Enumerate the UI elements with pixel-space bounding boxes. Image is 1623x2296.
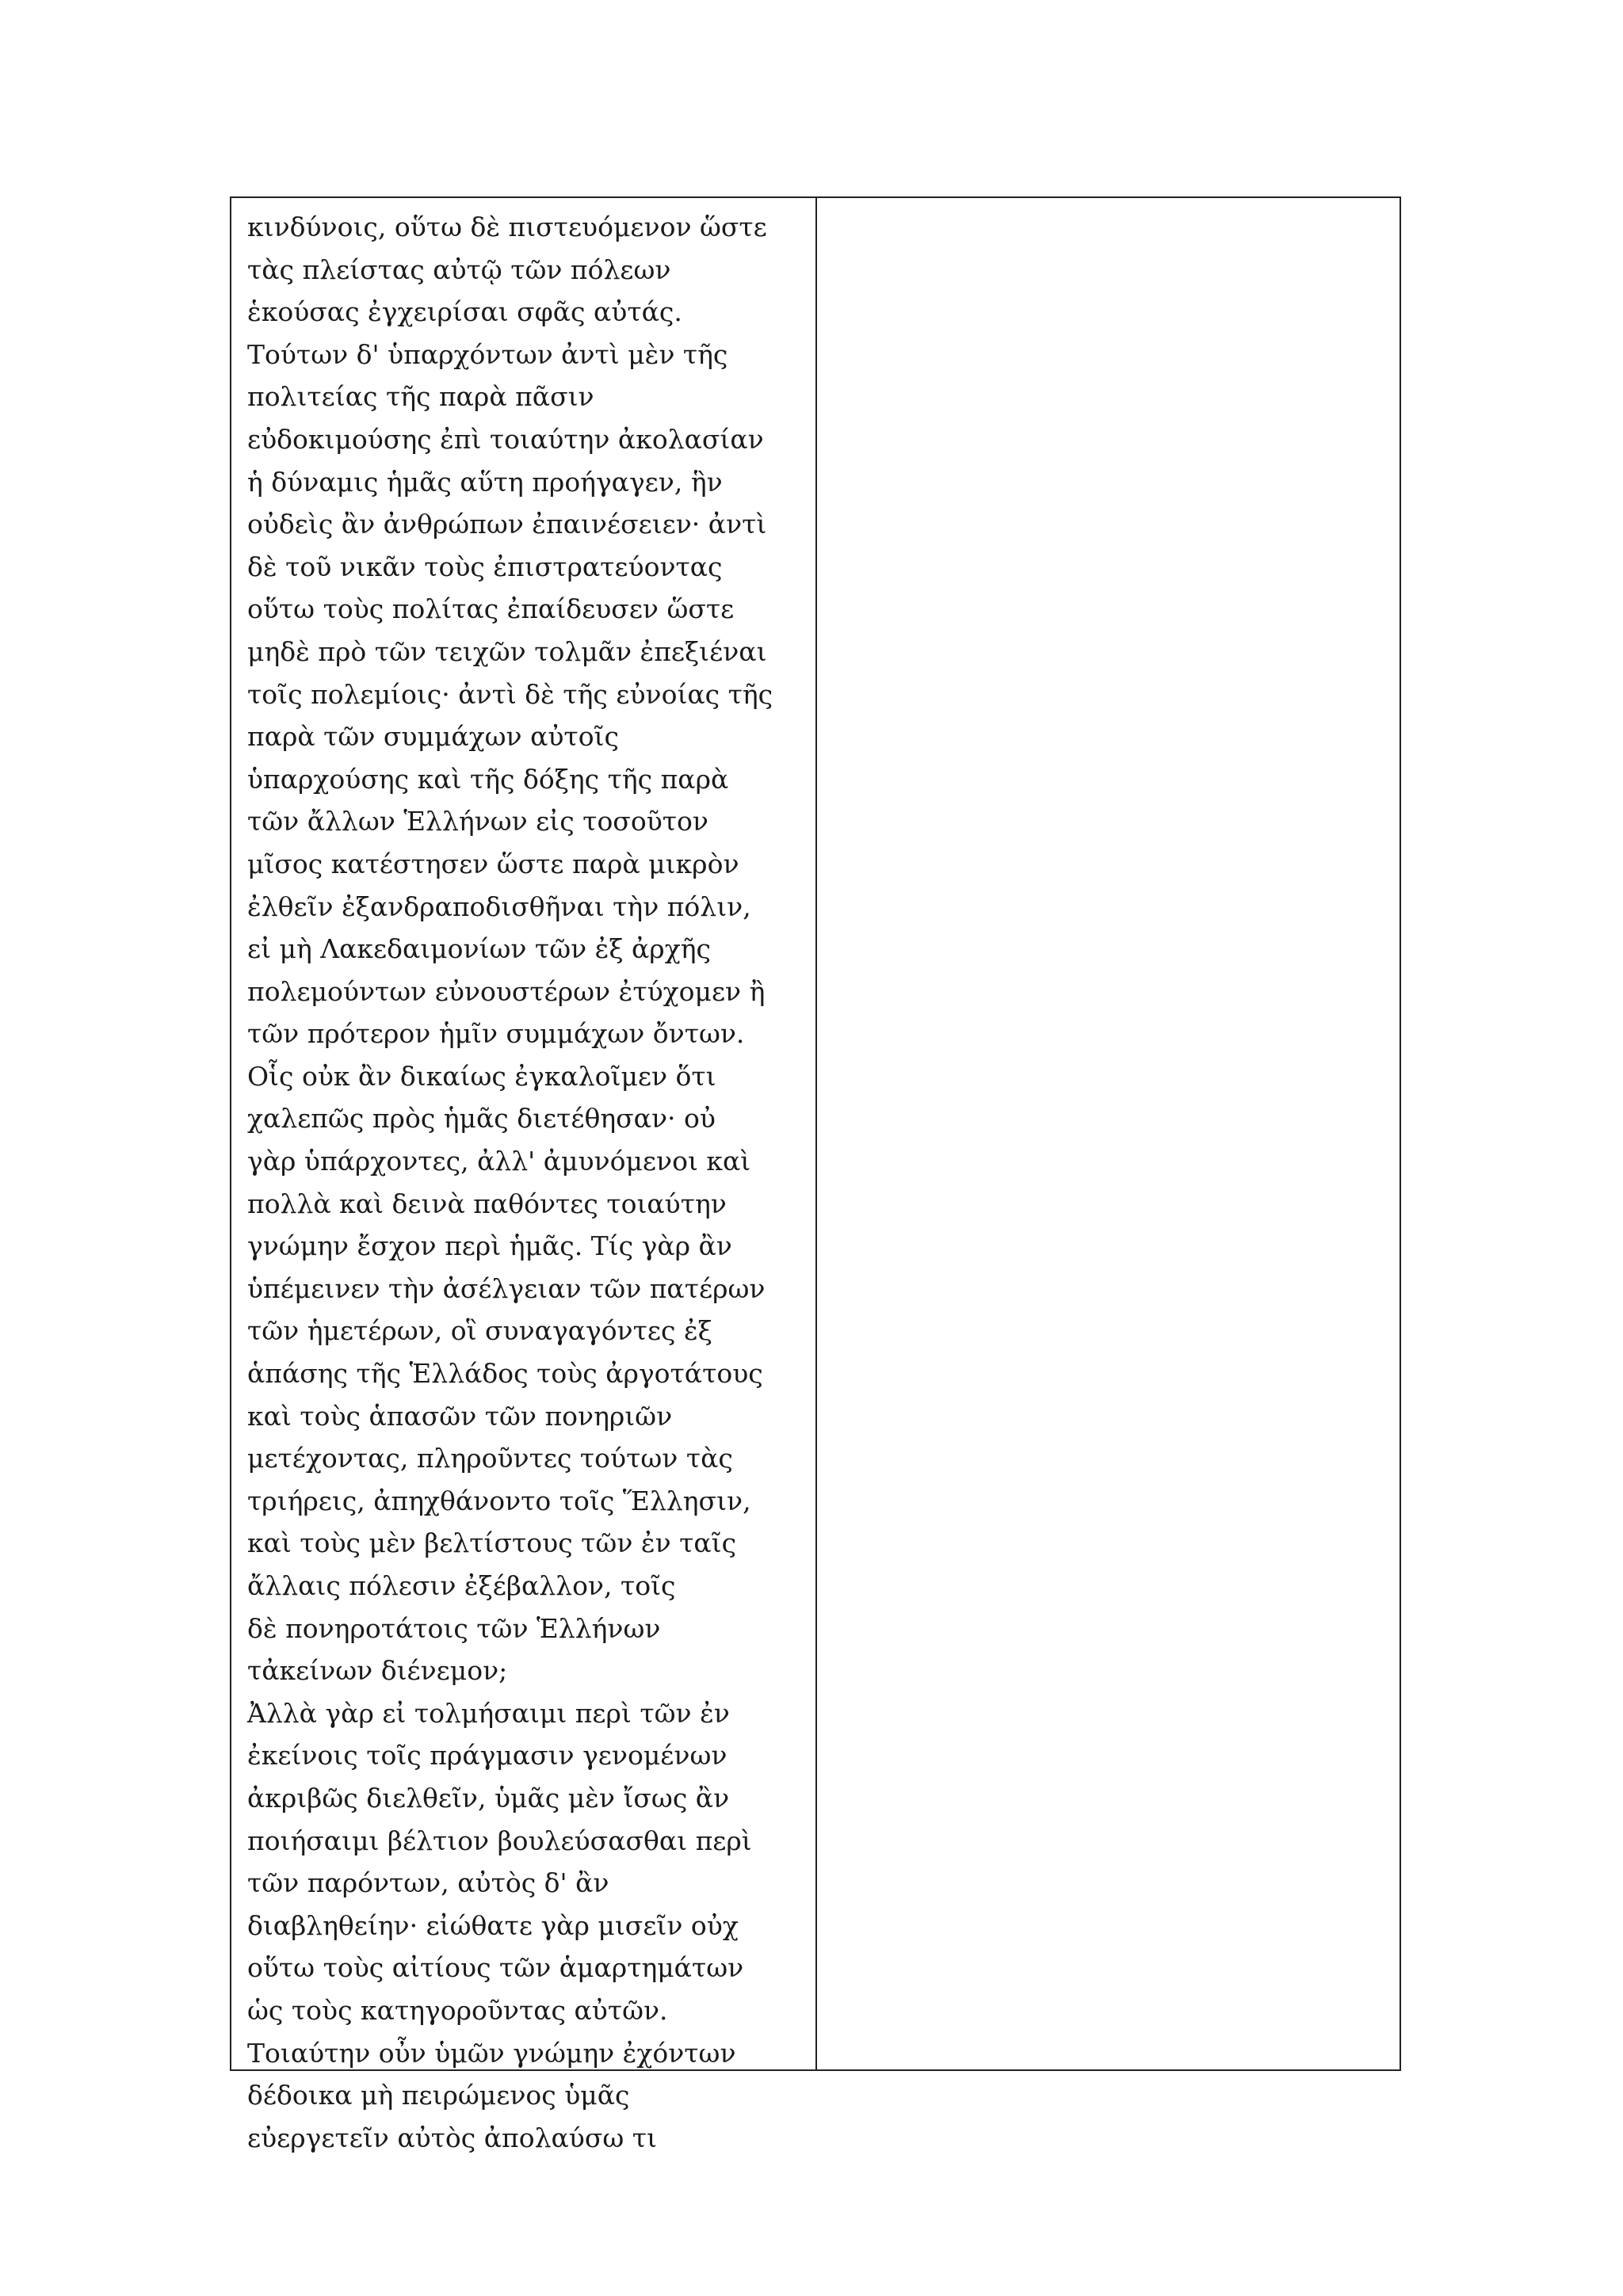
text-line: εὐδοκιμούσης ἐπὶ τοιαύτην ἀκολασίαν — [247, 423, 764, 455]
text-line: εὐεργετεῖν αὐτὸς ἀπολαύσω τι — [247, 2122, 657, 2153]
text-line: ὑπαρχούσης καὶ τῆς δόξης τῆς παρὰ — [247, 763, 729, 795]
text-line: τῶν παρόντων, αὐτὸς δ' ἂν — [247, 1867, 609, 1899]
text-line: τῶν πρότερον ἡμῖν συμμάχων ὄντων. — [247, 1018, 745, 1050]
text-line: διαβληθείην· εἰώθατε γὰρ μισεῖν οὐχ — [247, 1909, 739, 1941]
text-line: παρὰ τῶν συμμάχων αὐτοῖς — [247, 721, 619, 753]
text-line: ἑκούσας ἐγχειρίσαι σφᾶς αὐτάς. — [247, 296, 682, 328]
text-line: ἐλθεῖν ἐξανδραποδισθῆναι τὴν πόλιν, — [247, 891, 751, 922]
text-line: τὰς πλείστας αὐτῷ τῶν πόλεων — [247, 254, 671, 285]
text-line: ὑπέμεινεν τὴν ἀσέλγειαν τῶν πατέρων — [247, 1272, 766, 1304]
greek-text-column — [231, 198, 817, 2153]
text-line: γνώμην ἔσχον περὶ ἡμᾶς. Τίς γὰρ ἂν — [247, 1230, 732, 1262]
text-line: ποιήσαιμι βέλτιον βουλεύσασθαι περὶ — [247, 1825, 752, 1856]
text-line: δὲ τοῦ νικᾶν τοὺς ἐπιστρατεύοντας — [247, 551, 723, 582]
text-line: εἰ μὴ Λακεδαιμονίων τῶν ἐξ ἀρχῆς — [247, 933, 711, 965]
text-line: μῖσος κατέστησεν ὥστε παρὰ μικρὸν — [247, 848, 739, 879]
text-line: ἀκριβῶς διελθεῖν, ὑμᾶς μὲν ἴσως ἂν — [247, 1782, 730, 1814]
text-line: ἄλλαις πόλεσιν ἐξέβαλλον, τοῖς — [247, 1570, 676, 1601]
text-line: Ἀλλὰ γὰρ εἰ τολμήσαιμι περὶ τῶν ἐν — [247, 1697, 730, 1729]
text-line: τριήρεις, ἀπηχθάνοντο τοῖς Ἕλλησιν, — [247, 1485, 751, 1516]
text-table — [230, 196, 1401, 2153]
text-line: καὶ τοὺς μὲν βελτίστους τῶν ἐν ταῖς — [247, 1527, 737, 1559]
text-line: οὕτω τοὺς αἰτίους τῶν ἁμαρτημάτων — [247, 1952, 744, 1984]
text-line: χαλεπῶς πρὸς ἡμᾶς διετέθησαν· οὐ — [247, 1103, 716, 1135]
text-line: πολλὰ καὶ δεινὰ παθόντες τοιαύτην — [247, 1188, 727, 1219]
text-line: πολιτείας τῆς παρὰ πᾶσιν — [247, 381, 594, 413]
text-line: Τοιαύτην οὖν ὑμῶν γνώμην ἐχόντων — [247, 2037, 736, 2069]
empty-translation-column — [817, 198, 1400, 2069]
text-line: ἡ δύναμις ἡμᾶς αὕτη προήγαγεν, ἣν — [247, 466, 723, 498]
text-line: γὰρ ὑπάρχοντες, ἀλλ' ἀμυνόμενοι καὶ — [247, 1146, 751, 1177]
text-line: μηδὲ πρὸ τῶν τειχῶν τολμᾶν ἐπεξιέναι — [247, 635, 767, 667]
text-line: τῶν ἡμετέρων, οἳ συναγαγόντες ἐξ — [247, 1315, 712, 1347]
text-line: ὡς τοὺς κατηγοροῦντας αὐτῶν. — [247, 1994, 668, 2026]
text-line: πολεμούντων εὐνουστέρων ἐτύχομεν ἢ — [247, 975, 766, 1007]
text-line: ἐκείνοις τοῖς πράγμασιν γενομένων — [247, 1740, 727, 1772]
text-line: μετέχοντας, πληροῦντες τούτων τὰς — [247, 1443, 733, 1474]
text-line: Οἷς οὐκ ἂν δικαίως ἐγκαλοῖμεν ὅτι — [247, 1060, 716, 1092]
text-line: οὕτω τοὺς πολίτας ἐπαίδευσεν ὥστε — [247, 593, 735, 625]
text-line: Τούτων δ' ὑπαρχόντων ἀντὶ μὲν τῆς — [247, 338, 728, 370]
text-line: τοῖς πολεμίοις· ἀντὶ δὲ τῆς εὐνοίας τῆς — [247, 678, 773, 710]
text-line: κινδύνοις, οὕτω δὲ πιστευόμενον ὥστε — [247, 212, 767, 242]
text-line: καὶ τοὺς ἁπασῶν τῶν πονηριῶν — [247, 1400, 673, 1432]
text-line: οὐδεὶς ἂν ἀνθρώπων ἐπαινέσειεν· ἀντὶ — [247, 509, 767, 540]
text-line: δέδοικα μὴ πειρώμενος ὑμᾶς — [247, 2080, 630, 2111]
text-line: τῶν ἄλλων Ἑλλήνων εἰς τοσοῦτον — [247, 806, 708, 837]
text-line: ἁπάσης τῆς Ἑλλάδος τοὺς ἀργοτάτους — [247, 1358, 763, 1390]
text-line: τἀκείνων διένεμον; — [247, 1655, 508, 1687]
text-line: δὲ πονηροτάτοις τῶν Ἑλλήνων — [247, 1612, 661, 1644]
